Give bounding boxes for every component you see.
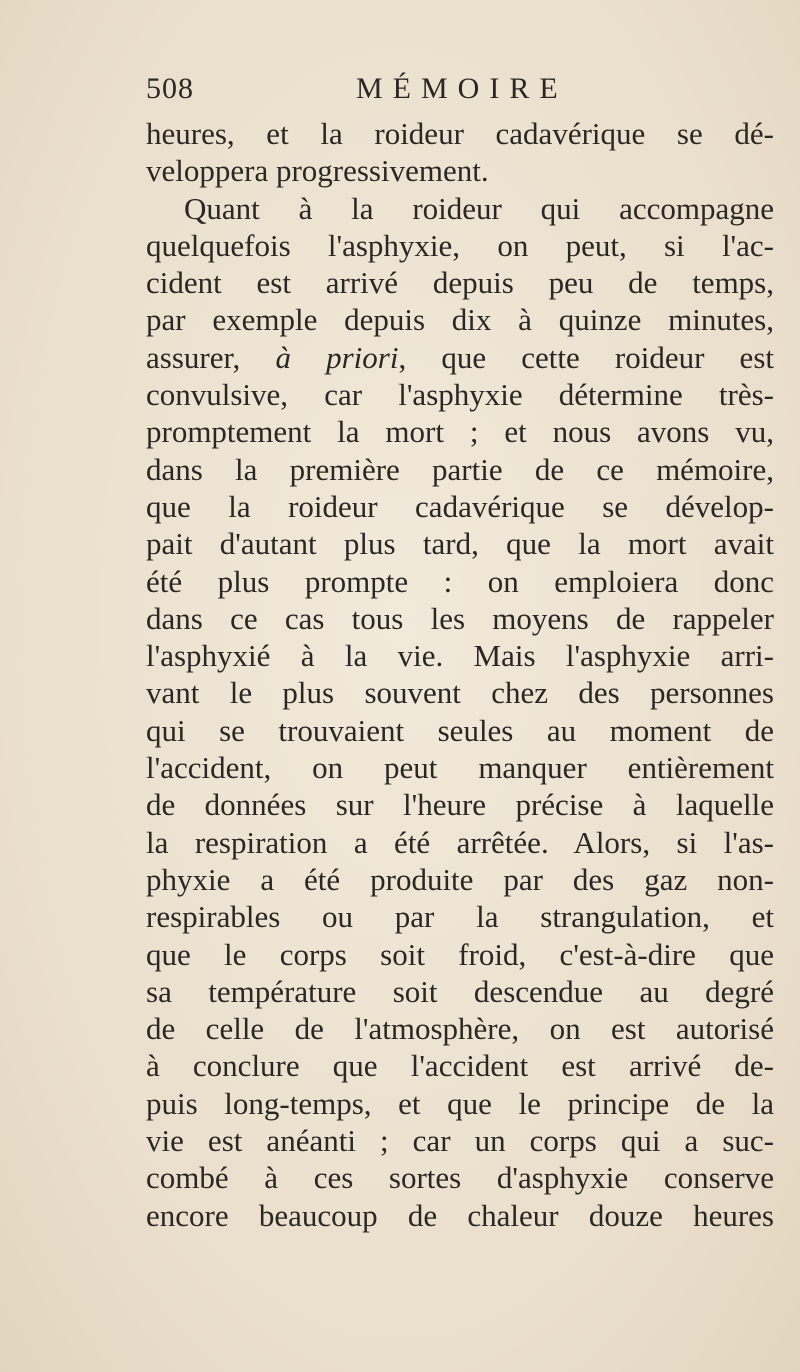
text-line: l'accident, on peut manquer entièrement — [146, 750, 774, 786]
text-line: la respiration a été arrêtée. Alors, si l'as- — [146, 824, 774, 860]
text-line: vant le plus souvent chez des personnes — [146, 675, 774, 711]
text-line: promptement la mort ; et nous avons vu, — [146, 414, 774, 450]
text-line: quelquefois l'asphyxie, on peut, si l'ac- — [146, 227, 774, 263]
text-line: dans la première partie de ce mémoire, — [146, 451, 774, 487]
text-line: qui se trouvaient seules au moment de — [146, 712, 774, 748]
text-line: l'asphyxié à la vie. Mais l'asphyxie arri- — [146, 638, 774, 674]
text-line: sa température soit descendue au degré — [146, 973, 774, 1009]
running-title: MÉMOIRE — [356, 72, 568, 105]
text-line: pait d'autant plus tard, que la mort avait — [146, 526, 774, 562]
text-line: à conclure que l'accident est arrivé de- — [146, 1048, 774, 1084]
text-line: par exemple depuis dix à quinze minutes, — [146, 302, 774, 338]
text-line: Quant à la roideur qui accompagne — [184, 190, 774, 226]
text-line: encore beaucoup de chaleur douze heures — [146, 1197, 774, 1233]
text-line: vie est anéanti ; car un corps qui a suc- — [146, 1123, 774, 1159]
text-line: puis long-temps, et que le principe de la — [146, 1085, 774, 1121]
text-line: été plus prompte : on emploiera donc — [146, 563, 774, 599]
text-line: que la roideur cadavérique se dévelop- — [146, 488, 774, 524]
text-line: respirables ou par la strangulation, et — [146, 899, 774, 935]
text-line: phyxie a été produite par des gaz non- — [146, 861, 774, 897]
text-line: cident est arrivé depuis peu de temps, — [146, 265, 774, 301]
body-text — [146, 115, 774, 1234]
text-line: de celle de l'atmosphère, on est autorisé — [146, 1011, 774, 1047]
text-line: heures, et la roideur cadavérique se dé- — [146, 116, 774, 151]
text-line: que le corps soit froid, c'est-à-dire que — [146, 936, 774, 972]
text-line: de données sur l'heure précise à laquelle — [146, 787, 774, 823]
text-line: dans ce cas tous les moyens de rappeler — [146, 600, 774, 636]
page-number: 508 — [146, 72, 194, 105]
text-line-with-italic — [146, 339, 774, 376]
running-head — [146, 72, 766, 112]
text-segment: , que cette roideur est — [398, 339, 774, 375]
text-segment: assurer, — [146, 339, 276, 375]
text-line: combé à ces sortes d'asphyxie conserve — [146, 1160, 774, 1196]
text-line: veloppera progressivement. — [146, 153, 489, 189]
text-line: convulsive, car l'asphyxie détermine très- — [146, 377, 774, 413]
italic-phrase: à priori — [275, 339, 399, 375]
